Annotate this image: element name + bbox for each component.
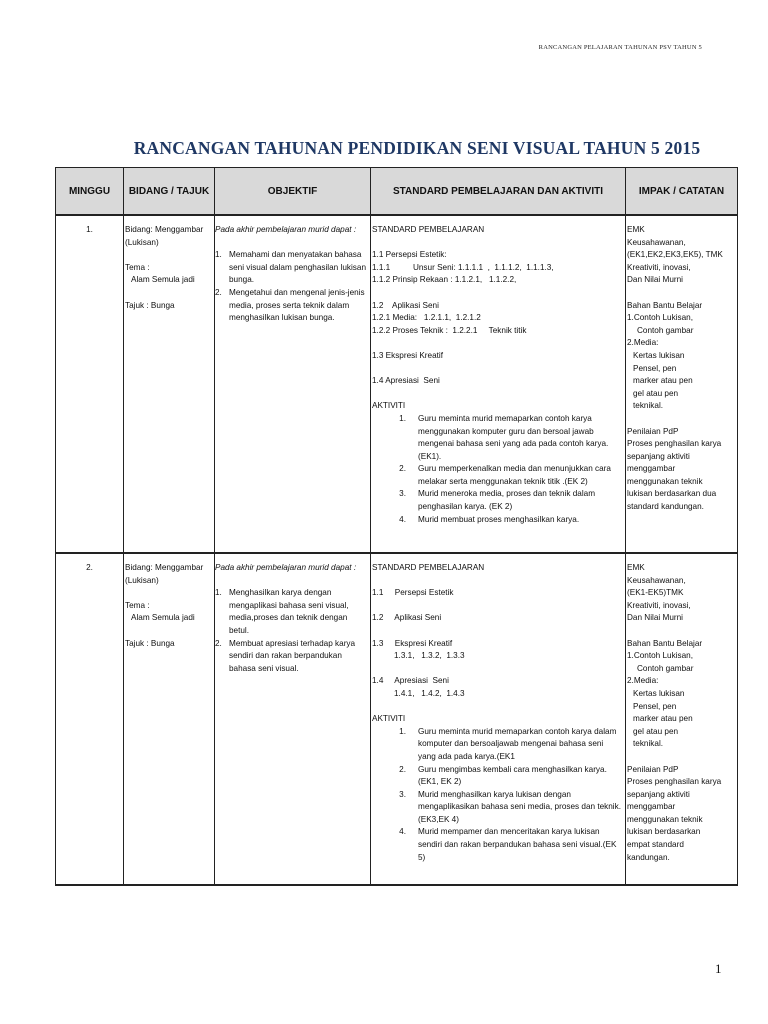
bahan-line: Pensel, pen [633, 701, 677, 711]
emk-line: Dan Nilai Murni [627, 613, 683, 623]
impak-cell [626, 215, 738, 553]
list-item: 1. Guru meminta murid memaparkan contoh karya dalam komputer dan bersoaljawab mengenai bahasa seni yang ada pada karya.(EK1 [399, 726, 617, 761]
penilaian-line: standard kandungan. [627, 502, 704, 512]
list-item: 2. Guru memperkenalkan media dan menunjukkan cara melakar serta menggunakan teknik titik .(EK 2) [399, 464, 611, 486]
standard-line: 1.3.1, 1.3.2, 1.3.3 [394, 651, 465, 661]
minggu-cell [56, 553, 124, 885]
standard-line: 1.4 Apresiasi Seni [372, 676, 449, 686]
standard-line: 1.4 Apresiasi Seni [372, 376, 440, 386]
emk-line: (EK1-EK5)TMK [627, 588, 684, 598]
bahan-heading: Bahan Bantu Belajar [627, 300, 703, 310]
penilaian-heading: Penilaian PdP [627, 426, 679, 436]
impak-cell [626, 553, 738, 885]
penilaian-line: empat standard [627, 840, 684, 850]
standard-cell [371, 553, 626, 885]
bahan-line: Kertas lukisan [633, 350, 685, 360]
tema-label: Tema : [125, 262, 150, 272]
penilaian-line: menggunakan teknik [627, 476, 703, 486]
standard-line: 1.1 Persepsi Estetik [372, 588, 454, 598]
standard-heading: STANDARD PEMBELAJARAN [372, 225, 485, 234]
emk-heading: EMK [627, 563, 645, 572]
penilaian-line: menggunakan teknik [627, 814, 703, 824]
header-standard-aktiviti: STANDARD PEMBELAJARAN DAN AKTIVITI [371, 168, 626, 216]
standard-line: 1.3 Ekspresi Kreatif [372, 638, 453, 648]
bidang-cell [124, 215, 215, 553]
penilaian-line: Proses penghasilan karya [627, 439, 722, 449]
bahan-line: Kertas lukisan [633, 688, 685, 698]
penilaian-line: sepanjang aktiviti [627, 451, 690, 461]
penilaian-line: sepanjang aktiviti [627, 789, 690, 799]
table-row [56, 215, 738, 553]
penilaian-line: menggambar [627, 464, 676, 474]
lesson-plan-table [55, 167, 738, 886]
emk-line: Kreativiti, inovasi, [627, 600, 691, 610]
aktiviti-list [372, 726, 623, 865]
bahan-heading: Bahan Bantu Belajar [627, 638, 703, 648]
table-row [56, 553, 738, 885]
standard-cell [371, 215, 626, 553]
standard-line: 1.2.1 Media: 1.2.1.1, 1.2.1.2 [372, 313, 481, 323]
penilaian-line: menggambar [627, 802, 676, 812]
emk-line: Keusahawanan, [627, 575, 686, 585]
bidang-text: Bidang: Menggambar (Lukisan) [125, 563, 204, 585]
standard-line: 1.1.2 Prinsip Rekaan : 1.1.2.1, 1.1.2.2, [372, 275, 517, 285]
standard-line: 1.3 Ekspresi Kreatif [372, 350, 443, 360]
penilaian-heading: Penilaian PdP [627, 764, 679, 774]
objektif-list [215, 249, 368, 325]
emk-line: Kreativiti, inovasi, [627, 262, 691, 272]
standard-line: 1.2 Aplikasi Seni [372, 300, 439, 310]
penilaian-line: lukisan berdasarkan [627, 827, 701, 837]
aktiviti-heading: AKTIVITI [372, 401, 406, 411]
emk-line: Dan Nilai Murni [627, 275, 683, 285]
header-bidang-tajuk: BIDANG / TAJUK [124, 168, 215, 216]
emk-line: (EK1,EK2,EK3,EK5), TMK [627, 250, 723, 260]
aktiviti-list [372, 413, 623, 526]
list-item: 2. Guru mengimbas kembali cara menghasilkan karya.(EK1, EK 2) [399, 764, 607, 787]
list-item: 4. Murid mempamer dan menceritakan karya lukisan sendiri dan rakan berpandukan bahasa seni visual.(EK 5) [399, 827, 617, 862]
header-impak-catatan: IMPAK / CATATAN [626, 168, 738, 216]
bahan-line: 1.Contoh Lukisan, [627, 313, 693, 323]
tajuk-text: Tajuk : Bunga [125, 638, 175, 648]
tema-text: Alam Semula jadi [131, 613, 195, 623]
bahan-line: Pensel, pen [633, 363, 677, 373]
list-item: 3. Murid meneroka media, proses dan teknik dalam penghasilan karya. (EK 2) [399, 489, 596, 512]
standard-line: 1.1 Persepsi Estetik: [372, 250, 447, 260]
bahan-line: Contoh gambar [637, 325, 694, 335]
objektif-cell [215, 215, 371, 553]
standard-line: 1.2.2 Proses Teknik : 1.2.2.1 Teknik titik [372, 325, 527, 335]
document-title: RANCANGAN TAHUNAN PENDIDIKAN SENI VISUAL TAHUN 5 2015 [133, 138, 701, 158]
bahan-line: 2.Media: [627, 338, 659, 348]
penilaian-line: Proses penghasilan karya [627, 777, 722, 787]
standard-line: 1.1.1 Unsur Seni: 1.1.1.1 , 1.1.1.2, 1.1.1.3, [372, 262, 554, 272]
list-item: 3. Murid menghasilkan karya lukisan dengan mengaplikasikan bahasa seni media, proses dan teknik. (EK3,EK 4) [399, 789, 621, 824]
bahan-line: gel atau pen [633, 726, 679, 736]
bahan-line: Contoh gambar [637, 663, 694, 673]
list-item: 1. Guru meminta murid memaparkan contoh karya menggunakan komputer guru dan bersoal jawab mengenai bahasa seni yang ada pada contoh karya.(EK1). [399, 413, 609, 461]
tema-label: Tema : [125, 600, 150, 610]
tajuk-text: Tajuk : Bunga [125, 300, 175, 310]
standard-line: 1.2 Aplikasi Seni [372, 613, 442, 623]
bidang-text: Bidang: Menggambar (Lukisan) [125, 225, 204, 247]
standard-heading: STANDARD PEMBELAJARAN [372, 563, 485, 572]
list-item: 1. Menghasilkan karya dengan mengaplikasi bahasa seni visual, media,proses dan teknik dengan betul. [215, 588, 349, 635]
minggu-cell [56, 215, 124, 553]
penilaian-line: lukisan berdasarkan dua [627, 489, 717, 499]
bahan-line: gel atau pen [633, 388, 679, 398]
bahan-line: teknikal. [633, 739, 664, 749]
emk-heading: EMK [627, 225, 645, 234]
table-header-row [56, 168, 738, 216]
standard-line: 1.4.1, 1.4.2, 1.4.3 [394, 688, 465, 698]
week-number: 1. [86, 225, 93, 234]
week-number: 2. [86, 563, 93, 572]
bahan-line: teknikal. [633, 401, 664, 411]
bahan-line: marker atau pen [633, 376, 693, 386]
list-item: 2. Membuat apresiasi terhadap karya sendiri dan rakan berpandukan bahasa seni visual. [215, 638, 356, 673]
objektif-cell [215, 553, 371, 885]
bahan-line: 2.Media: [627, 676, 659, 686]
bidang-cell [124, 553, 215, 885]
bahan-line: 1.Contoh Lukisan, [627, 651, 693, 661]
objektif-intro: Pada akhir pembelajaran murid dapat : [215, 563, 357, 572]
bahan-line: marker atau pen [633, 714, 693, 724]
emk-line: Keusahawanan, [627, 237, 686, 247]
header-objektif: OBJEKTIF [215, 168, 371, 216]
page-number: 1 [715, 961, 722, 976]
list-item: 2. Mengetahui dan mengenal jenis-jenis media, proses serta teknik dalam menghasilkan lukisan bunga. [215, 287, 365, 323]
aktiviti-heading: AKTIVITI [372, 714, 406, 724]
running-header: RANCANGAN PELAJARAN TAHUNAN PSV TAHUN 5 [538, 44, 702, 51]
tema-text: Alam Semula jadi [131, 275, 195, 285]
objektif-list [215, 587, 368, 675]
penilaian-line: kandungan. [627, 852, 670, 862]
objektif-intro: Pada akhir pembelajaran murid dapat : [215, 225, 357, 234]
list-item: 4. Murid membuat proses menghasilkan karya. [399, 514, 580, 524]
list-item: 1. Memahami dan menyatakan bahasa seni visual dalam penghasilan lukisan bunga. [215, 250, 366, 285]
header-minggu: MINGGU [56, 168, 124, 216]
